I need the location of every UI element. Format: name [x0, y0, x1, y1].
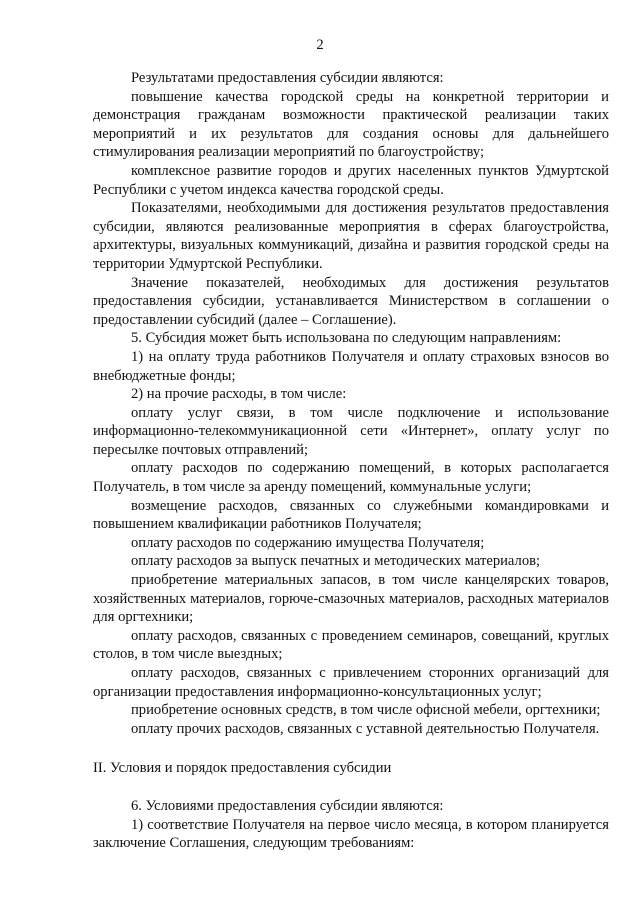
paragraph: 5. Субсидия может быть использована по следующим направлениям:: [131, 330, 562, 347]
page-number: 2: [316, 37, 324, 53]
paragraph: Результатами предоставления субсидии являются:: [131, 70, 444, 86]
paragraph: Значение показателей, необходимых для достижения результатов предоставления субсидии, устанавливается Министерством в соглашении о предоставлении субсидий (далее – Соглашение).: [93, 274, 609, 328]
paragraph: оплату расходов по содержанию помещений, в которых располагается Получатель, в том числе за аренду помещений, коммунальные услуги;: [93, 460, 609, 496]
paragraph: 2) на прочие расходы, в том числе:: [131, 386, 347, 403]
paragraph: приобретение основных средств, в том числе офисной мебели, оргтехники;: [131, 702, 601, 719]
paragraph: оплату услуг связи, в том числе подключение и использование информационно-телекоммуникационной сети «Интернет», оплату услуг по пересылке почтовых отправлений;: [93, 404, 609, 458]
paragraph: Показателями, необходимыми для достижения результатов предоставления субсидии, являются реализованные мероприятия в сферах благоустройства, архитектуры, визуальных коммуникаций, дизайна и развития городской среды на территории Удмуртской Республики.: [93, 200, 609, 272]
paragraph: оплату расходов по содержанию имущества Получателя;: [131, 534, 485, 551]
paragraph: оплату расходов, связанных с привлечением сторонних организаций для организации предоставления информационно-консультационных услуг;: [93, 665, 609, 700]
paragraph: 1) на оплату труда работников Получателя и оплату страховых взносов во внебюджетные фонды;: [93, 348, 609, 384]
paragraph: приобретение материальных запасов, в том числе канцелярских товаров, хозяйственных материалов, горюче-смазочных материалов, расходных материалов для оргтехники;: [93, 572, 609, 626]
paragraph: комплексное развитие городов и других населенных пунктов Удмуртской Республики с учетом индекса качества городской среды.: [93, 162, 609, 198]
document-body: [93, 69, 609, 853]
paragraph: оплату расходов, связанных с проведением семинаров, совещаний, круглых столов, в том числе выездных;: [93, 627, 609, 663]
paragraph: 1) соответствие Получателя на первое число месяца, в котором планируется заключение Соглашения, следующим требованиям:: [93, 816, 609, 852]
paragraph: 6. Условиями предоставления субсидии являются:: [131, 797, 444, 814]
paragraph: возмещение расходов, связанных со служебными командировками и повышением квалификации работников Получателя;: [93, 497, 609, 533]
section-heading: II. Условия и порядок предоставления субсидии: [93, 760, 392, 777]
paragraph: оплату расходов за выпуск печатных и методических материалов;: [131, 553, 541, 570]
paragraph: повышение качества городской среды на конкретной территории и демонстрация гражданам возможности практической реализации таких мероприятий и их результатов для создания основы для дальнейшего стимулирования реализации мероприятий по благоустройству;: [93, 88, 609, 161]
paragraph: оплату прочих расходов, связанных с уставной деятельностью Получателя.: [131, 720, 600, 737]
